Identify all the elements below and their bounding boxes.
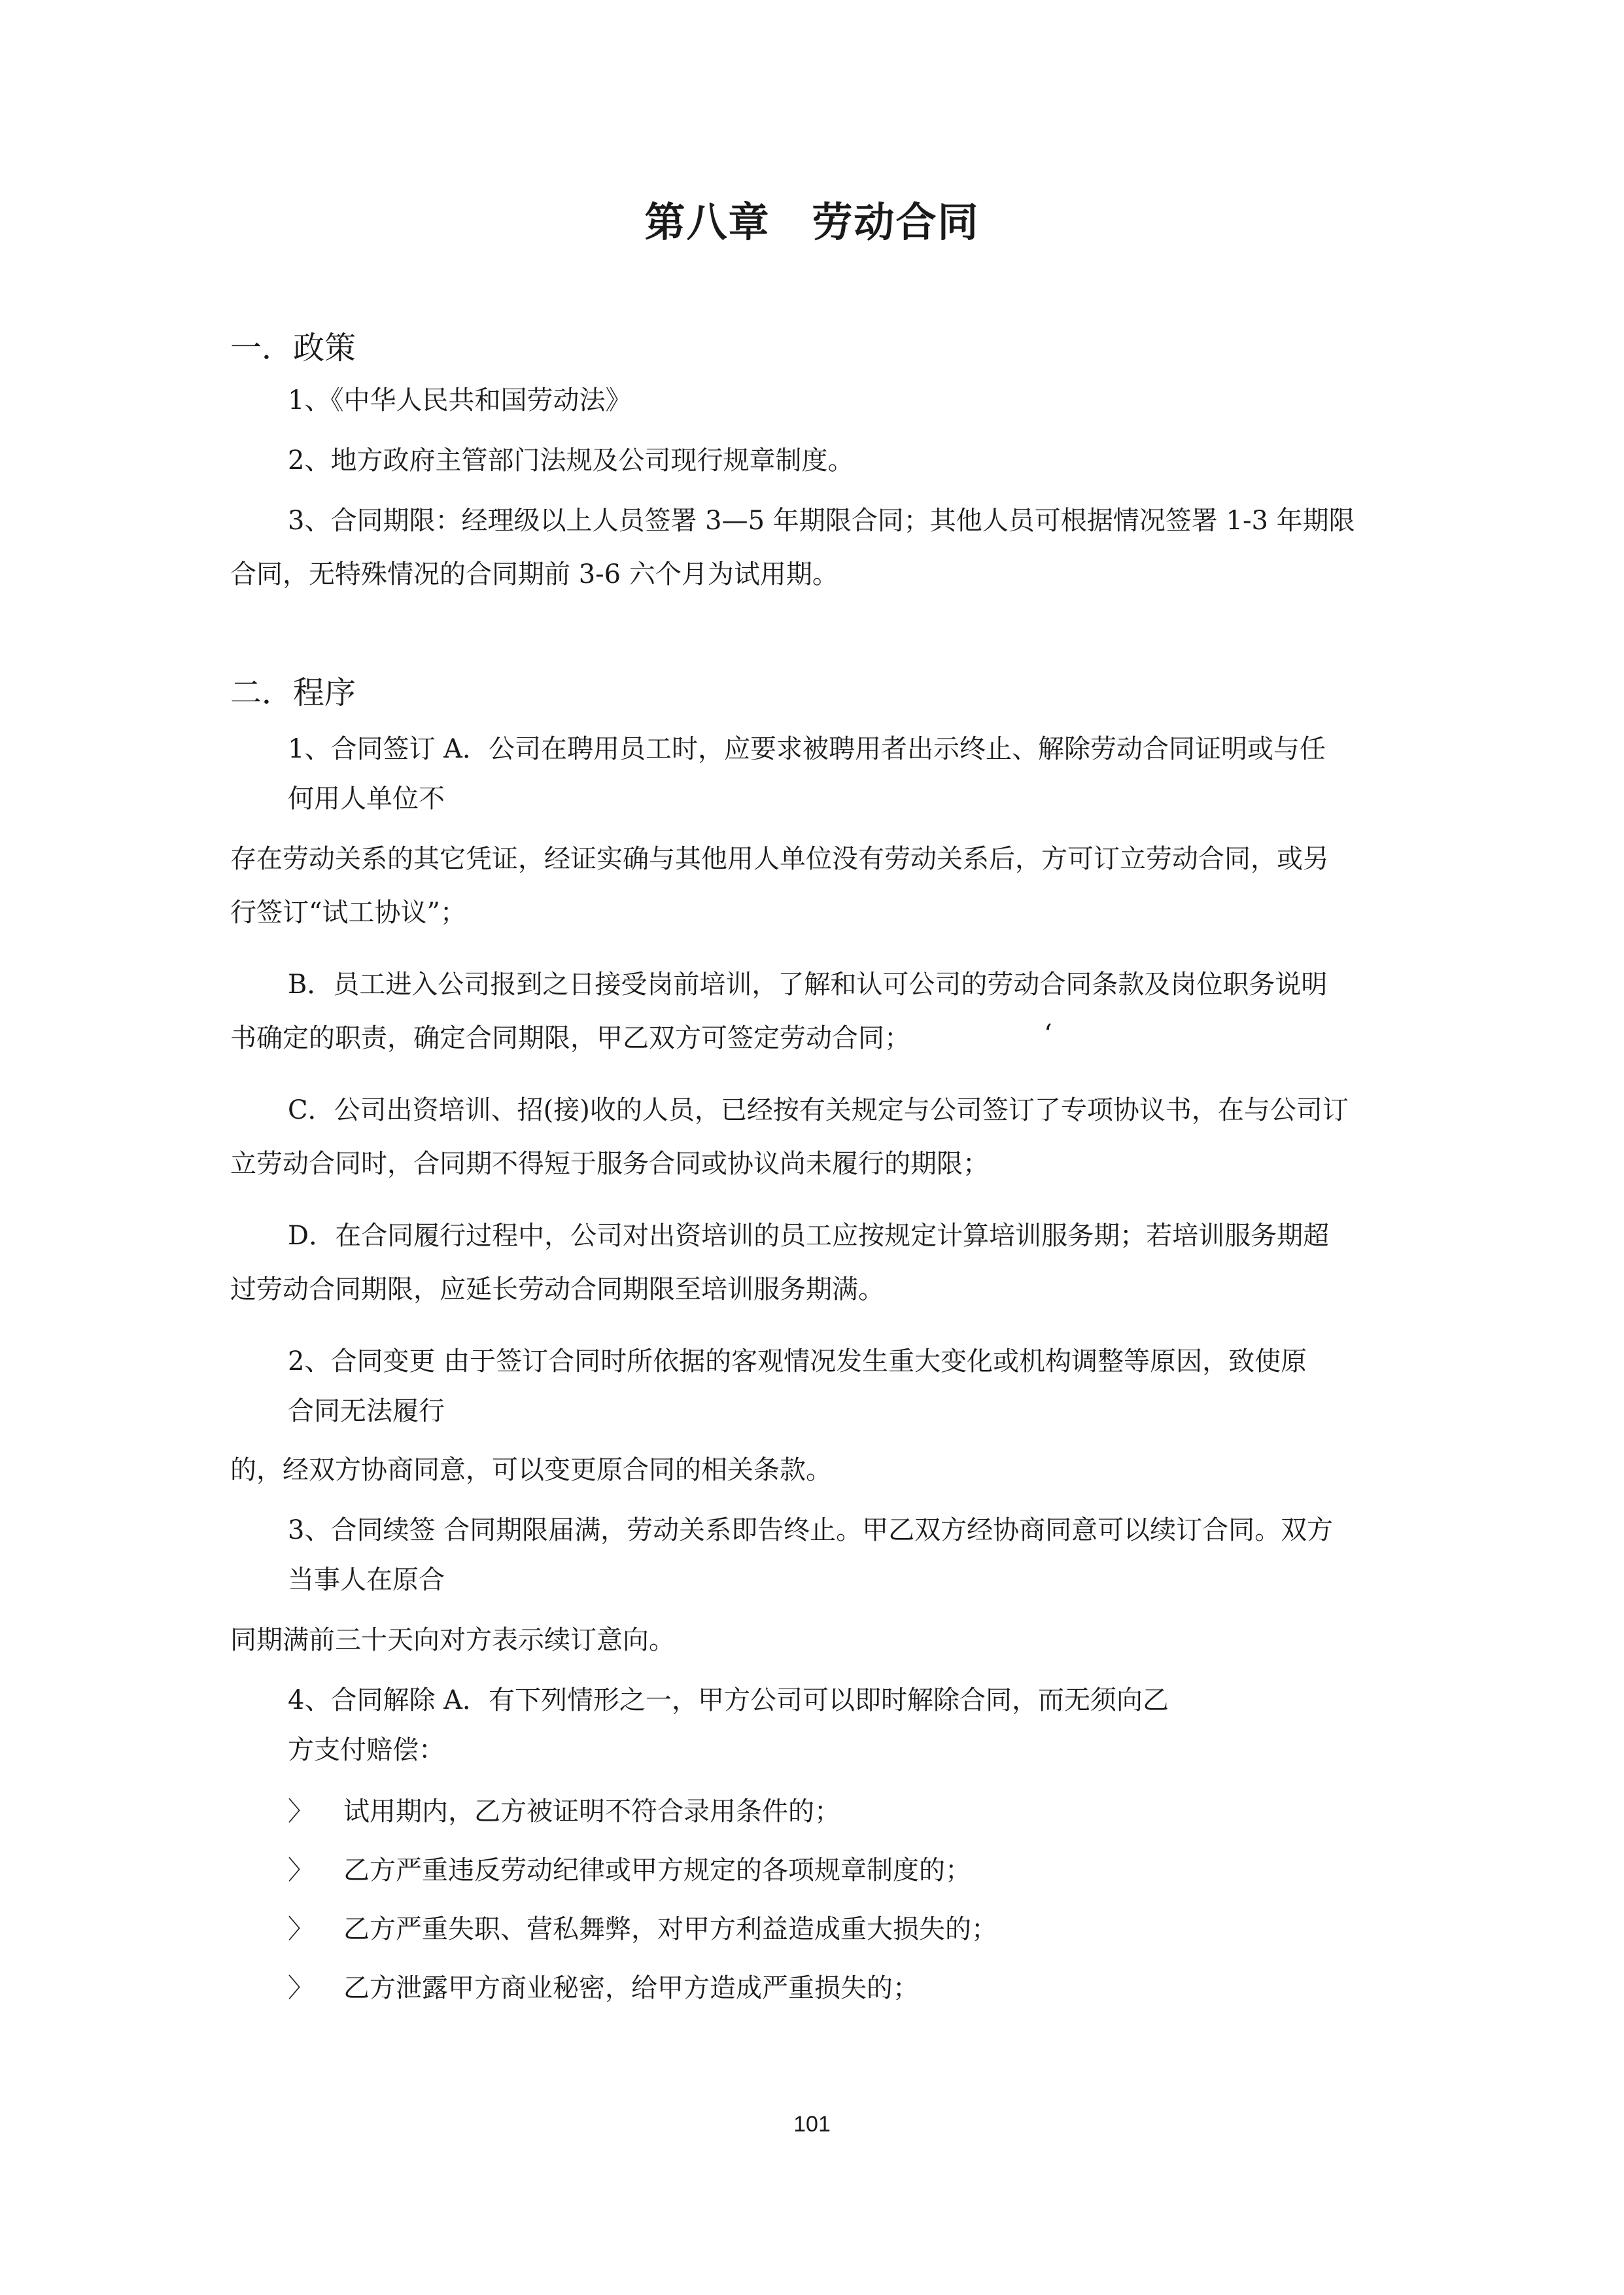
- procedure-line-17: 4、合同解除 A．有下列情形之一，甲方公司可以即时解除合同，而无须向乙: [288, 1685, 1169, 1715]
- section-heading-procedure: 二．程序: [230, 674, 356, 711]
- policy-line-1: 1、《中华人民共和国劳动法》: [288, 385, 632, 415]
- bullet-item-3: 乙方严重失职、营私舞弊，对甲方利益造成重大损失的；: [343, 1914, 997, 1944]
- bullet-item-2: 乙方严重违反劳动纪律或甲方规定的各项规章制度的；: [343, 1855, 971, 1885]
- bullet-mark-icon: 〉: [288, 1796, 314, 1827]
- procedure-line-9: D．在合同履行过程中，公司对出资培训的员工应按规定计算培训服务期；若培训服务期超: [288, 1221, 1330, 1251]
- bullet-mark-icon: 〉: [288, 1855, 314, 1885]
- policy-line-3: 3、合同期限：经理级以上人员签署 3—5 年期限合同；其他人员可根据情况签署 1-3 年期限: [288, 506, 1355, 536]
- bullet-mark-icon: 〉: [288, 1914, 314, 1944]
- chapter-title: 第八章 劳动合同: [644, 198, 980, 246]
- bullet-item-4: 乙方泄露甲方商业秘密，给甲方造成严重损失的；: [343, 1973, 919, 2003]
- procedure-line-3: 存在劳动关系的其它凭证，经证实确与其他用人单位没有劳动关系后，方可订立劳动合同，或另: [230, 844, 1329, 874]
- procedure-line-5: B．员工进入公司报到之日接受岗前培训，了解和认可公司的劳动合同条款及岗位职务说明: [288, 970, 1328, 1000]
- procedure-line-6: 书确定的职责，确定合同期限，甲乙双方可签定劳动合同；: [230, 1023, 910, 1053]
- procedure-line-4: 行签订“试工协议”；: [230, 898, 466, 928]
- procedure-line-14: 3、合同续签 合同期限届满，劳动关系即告终止。甲乙双方经协商同意可以续订合同。双方: [288, 1515, 1334, 1545]
- bullet-mark-icon: 〉: [288, 1973, 314, 2003]
- procedure-line-7: C．公司出资培训、招(接)收的人员，已经按有关规定与公司签订了专项协议书，在与公司订: [288, 1095, 1349, 1125]
- procedure-line-18: 方支付赔偿：: [288, 1735, 445, 1765]
- section-heading-policy: 一．政策: [230, 330, 356, 366]
- bullet-item-1: 试用期内，乙方被证明不符合录用条件的；: [343, 1796, 840, 1827]
- procedure-line-1: 1、合同签订 A．公司在聘用员工时，应要求被聘用者出示终止、解除劳动合同证明或与任: [288, 734, 1326, 764]
- procedure-line-8: 立劳动合同时，合同期不得短于服务合同或协议尚未履行的期限；: [230, 1149, 989, 1179]
- procedure-line-2: 何用人单位不: [288, 784, 445, 814]
- procedure-line-15: 当事人在原合: [288, 1565, 445, 1595]
- page-number: 101: [793, 2112, 831, 2137]
- procedure-line-10: 过劳动合同期限，应延长劳动合同期限至培训服务期满。: [230, 1274, 884, 1305]
- stray-quote-mark: ‘: [1044, 1019, 1052, 1049]
- procedure-line-13: 的，经双方协商同意，可以变更原合同的相关条款。: [230, 1455, 832, 1485]
- procedure-line-16: 同期满前三十天向对方表示续订意向。: [230, 1625, 675, 1655]
- policy-line-2: 2、地方政府主管部门法规及公司现行规章制度。: [288, 446, 854, 476]
- procedure-line-12: 合同无法履行: [288, 1396, 445, 1426]
- policy-line-3-cont: 合同，无特殊情况的合同期前 3-6 六个月为试用期。: [230, 559, 838, 589]
- procedure-line-11: 2、合同变更 由于签订合同时所依据的客观情况发生重大变化或机构调整等原因，致使原: [288, 1346, 1307, 1376]
